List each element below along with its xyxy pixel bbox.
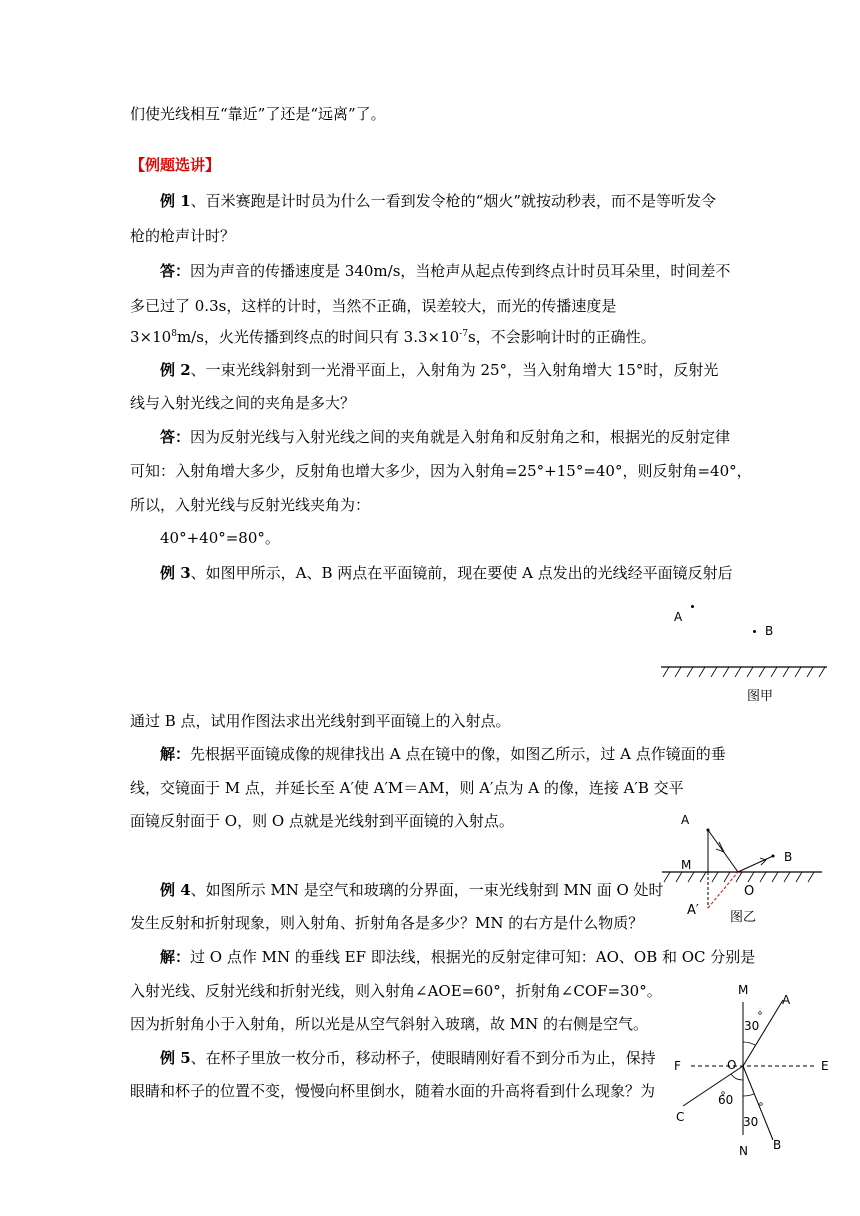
- point-a-prime-label: A′: [687, 903, 699, 918]
- example-3-question: [160, 563, 733, 583]
- text-line: 入射光线、反射光线和折射光线，则入射角∠AOE=60°，折射角∠COF=30°。: [130, 982, 662, 1000]
- example-1-question: [160, 191, 716, 211]
- text: s，不会影响计时的正确性。: [467, 328, 656, 346]
- label-m: M: [738, 983, 749, 997]
- figure-caption: 图乙: [730, 910, 757, 925]
- text: 、如图甲所示，A、B 两点在平面镜前，现在要使 A 点发出的光线经平面镜反射后: [190, 564, 733, 582]
- solution-label: 解：: [160, 745, 191, 763]
- figure-caption: 图甲: [747, 689, 774, 704]
- text-line: 所以，入射光线与反射光线夹角为：: [130, 496, 371, 514]
- example-5-question: [160, 1048, 656, 1068]
- text-line: 通过 B 点，试用作图法求出光线射到平面镜上的入射点。: [130, 712, 511, 730]
- text-line: 眼睛和杯子的位置不变，慢慢向杯里倒水，随着水面的升高将看到什么现象？为: [130, 1082, 656, 1100]
- point-m-label: M: [681, 858, 692, 872]
- text-line: 40°+40°=80°。: [160, 529, 280, 547]
- figure-yi: [660, 808, 830, 928]
- solution-4: [160, 947, 755, 967]
- answer-2: [160, 427, 730, 447]
- solution-label: 解：: [160, 948, 191, 966]
- mirror-surface: [659, 664, 829, 684]
- solution-3: [160, 744, 726, 764]
- example-label: 例 2: [160, 361, 191, 379]
- text: 、一束光线斜射到一光滑平面上，入射角为 25°，当入射角增大 15°时，反射光: [190, 361, 719, 379]
- label-c: C: [676, 1110, 685, 1124]
- point-a-label: A: [674, 610, 683, 624]
- angle-label: 30: [743, 1115, 759, 1129]
- text-line: 可知：入射角增大多少，反射角也增大多少，因为入射角=25°+15°=40°，则反射角=40°，: [130, 462, 752, 480]
- text-line-with-exponents: [130, 327, 656, 347]
- figure-jia: [655, 600, 835, 710]
- angle-label: 30: [744, 1019, 760, 1033]
- example-label: 例 5: [160, 1049, 191, 1067]
- section-heading: 【例题选讲】: [130, 156, 221, 174]
- figure-refraction: [665, 980, 840, 1160]
- label-n: N: [739, 1144, 748, 1158]
- text-line: 发生反射和折射现象，则入射角、折射角各是多少？MN 的右方是什么物质？: [130, 914, 644, 932]
- text-line: 线与入射光线之间的夹角是多大？: [130, 394, 356, 412]
- text: 因为反射光线与入射光线之间的夹角就是入射角和反射角之和，根据光的反射定律: [190, 428, 731, 446]
- text-line: 面镜反射面于 O，则 O 点就是光线射到平面镜的入射点。: [130, 812, 514, 830]
- exponent: 8: [171, 329, 177, 339]
- exponent: -7: [459, 329, 468, 339]
- label-o: O: [727, 1058, 737, 1072]
- text-line: 们使光线相互“靠近”了还是“远离”了。: [130, 105, 386, 123]
- text-line: 多已过了 0.3s，这样的计时，当然不正确，误差较大，而光的传播速度是: [130, 297, 617, 315]
- text: 、百米赛跑是计时员为什么一看到发令枪的“烟火”就按动秒表，而不是等听发令: [190, 192, 717, 210]
- answer-label: 答：: [160, 262, 191, 280]
- text-line: 因为折射角小于入射角，所以光是从空气斜射入玻璃，故 MN 的右侧是空气。: [130, 1015, 649, 1033]
- example-label: 例 4: [160, 881, 191, 899]
- point-o-label: O: [744, 884, 755, 899]
- example-label: 例 1: [160, 192, 191, 210]
- label-e: E: [821, 1059, 829, 1073]
- point-b-label: B: [784, 850, 793, 864]
- text: 3×10: [130, 328, 172, 346]
- text: 、如图所示 MN 是空气和玻璃的分界面，一束光线射到 MN 面 O 处时: [190, 881, 664, 899]
- refraction-diagram: [665, 980, 840, 1160]
- point-a-dot: [691, 605, 694, 608]
- point-b-dot: [753, 630, 756, 633]
- example-4-question: [160, 880, 664, 900]
- text: 因为声音的传播速度是 340m/s，当枪声从起点传到终点计时员耳朵里，时间差不: [190, 262, 731, 280]
- text-line: 线，交镜面于 M 点，并延长至 A′使 A′M＝AM，则 A′点为 A 的像，连接 A′B 交平: [130, 779, 684, 797]
- label-b: B: [773, 1138, 782, 1152]
- label-a: A: [782, 993, 791, 1007]
- answer-1: [160, 261, 730, 281]
- answer-label: 答：: [160, 428, 191, 446]
- label-f: F: [674, 1059, 681, 1073]
- point-a-label: A: [681, 813, 690, 827]
- angle-label: 60: [718, 1093, 734, 1107]
- example-label: 例 3: [160, 564, 191, 582]
- text: 、在杯子里放一枚分币，移动杯子，使眼睛刚好看不到分币为止，保持: [190, 1049, 656, 1067]
- text: 先根据平面镜成像的规律找出 A 点在镜中的像，如图乙所示，过 A 点作镜面的垂: [190, 745, 726, 763]
- text: m/s，火光传播到终点的时间只有 3.3×10: [176, 328, 460, 346]
- point-b-label: B: [765, 624, 774, 638]
- text: 过 O 点作 MN 的垂线 EF 即法线，根据光的反射定律可知：AO、OB 和 OC 分别是: [190, 948, 756, 966]
- text-line: 枪的枪声计时？: [130, 227, 236, 245]
- example-2-question: [160, 360, 718, 380]
